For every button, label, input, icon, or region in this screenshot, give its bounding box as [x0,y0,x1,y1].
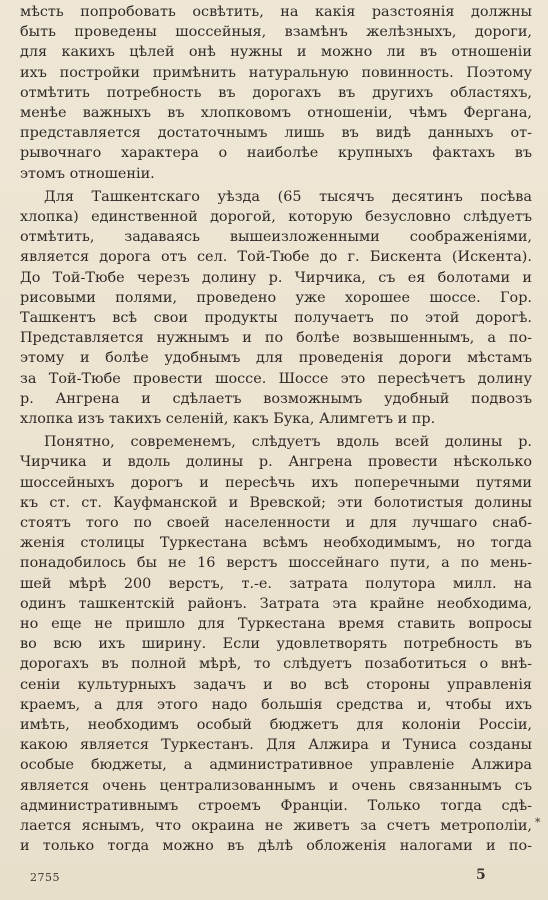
text-line: понадобилось бы не 16 верстъ шоссейнаго пути, а по мень- [20,555,532,572]
text-line: Представляется нужнымъ и по болѣе возвышеннымъ, а по- [20,330,532,347]
text-line: одинъ ташкентскій районъ. Затрата эта крайне необходима, [20,595,532,612]
text-line: шоссейныхъ дорогъ и пересѣчь ихъ поперечными путями [20,474,532,491]
text-line: административнымъ строемъ Франціи. Только тогда сдѣ- [20,797,532,814]
text-line: къ ст. ст. Кауфманской и Вревской; эти болотистыя долины [20,494,532,511]
text-line: быть проведены шоссейныя, взамѣнъ желѣзныхъ, дороги, [20,24,532,41]
text-line: для какихъ цѣлей онѣ нужны и можно ли въ отношеніи [20,44,532,61]
text-line: является очень централизованнымъ и очень связаннымъ съ [20,777,532,794]
text-line: за Той-Тюбе провести шоссе. Шоссе это пересѣчетъ долину [20,370,532,387]
text-line: является дорога отъ сел. Той-Тюбе до г. Бискента (Искента). [20,249,532,266]
text-line: шей мѣрѣ 200 верстъ, т.-е. затрата полутора милл. на [20,575,532,592]
text-line: хлопка изъ такихъ селеній, какъ Бука, Алимгетъ и пр. [20,411,436,427]
text-line: женія столицы Туркестана всѣмъ необходимымъ, но тогда [20,535,532,552]
text-line: но еще не пришло для Туркестана время ставить вопросы [20,616,532,632]
text-line: До Той-Тюбе черезъ долину р. Чирчика, съ ея болотами и [20,269,532,286]
text-line: этомъ отношеніи. [20,165,155,182]
text-line: Чирчика и вдоль долины р. Ангрена провести нѣсколько [20,454,532,471]
paragraph-start-line: Для Ташкентскаго уѣзда (65 тысячъ десятинъ посѣва [44,188,532,205]
text-line: отмѣтить потребность въ дорогахъ въ другихъ областяхъ, [20,84,532,101]
text-line: Ташкентъ всѣ свои продукты получаетъ по этой дорогѣ. [20,310,532,326]
text-line: сеніи культурныхъ задачъ и во всѣ стороны управленія [20,676,532,693]
text-line: рывочнаго характера о наиболѣе крупныхъ фактахъ въ [20,145,532,162]
printer-signature: 2755 [30,871,60,884]
text-line: краемъ, а для этого надо большія средства и, чтобы ихъ [20,696,532,713]
text-line: этому и болѣе удобнымъ для проведенія дороги мѣстамъ [20,350,532,367]
text-line: хлопка) единственной дорогой, которую безусловно слѣдуетъ [20,209,532,225]
text-line: стоятъ того по своей населенности и для лучшаго снаб- [20,515,532,531]
text-line: имѣть, необходимъ особый бюджетъ для колоніи Россіи, [20,717,532,733]
paragraph-start-line: Понятно, современемъ, слѣдуетъ вдоль всей долины р. [44,434,532,451]
text-line: отмѣтить, задаваясь вышеизложенными соображеніями, [20,229,532,246]
text-line: лается яснымъ, что окраина не живетъ за счетъ метрополіи, [20,818,532,834]
text-line: мѣсть попробовать освѣтить, на какія разстоянія должны [20,4,532,20]
text-line: особые бюджеты, а административное управленіе Алжира [20,757,532,774]
page-number: 5 [476,867,486,883]
text-line: дорогахъ въ полной мѣрѣ, то слѣдуетъ позаботиться о внѣ- [20,656,532,673]
text-line: ихъ постройки примѣнить натуральную повинность. Поэтому [20,64,532,81]
text-line: р. Ангрена и сдѣлаетъ возможнымъ удобный подвозъ [20,390,532,407]
text-line: какою является Туркестанъ. Для Алжира и Туниса созданы [20,737,532,754]
margin-mark: * [535,816,541,829]
text-line: менѣе важныхъ въ хлопковомъ отношеніи, чѣмъ Фергана, [20,105,532,121]
text-line: представляется достаточнымъ лишь въ видѣ данныхъ от- [20,125,532,142]
text-line: рисовыми полями, проведено уже хорошее шоссе. Гор. [20,289,532,306]
text-line: и только тогда можно въ дѣлѣ обложенія налогами и по- [20,838,532,855]
text-line: во всю ихъ ширину. Если удовлетворять потребность въ [20,636,532,653]
